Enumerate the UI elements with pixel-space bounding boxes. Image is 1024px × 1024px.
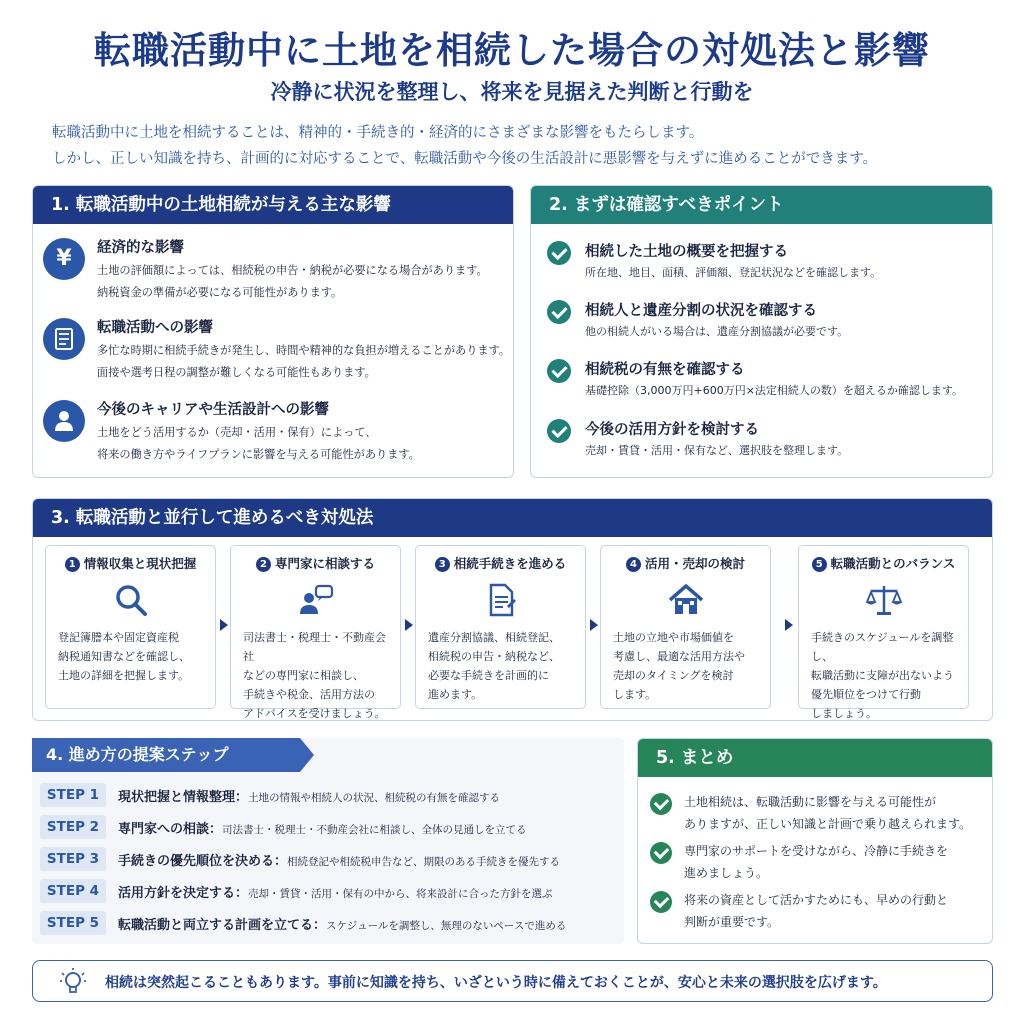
checkpoint-heading: 今後の活用方針を検討する <box>585 422 759 438</box>
step-text <box>118 914 566 933</box>
step-desc: スケジュールを調整し、無理のないペースで進める <box>326 920 567 932</box>
impact-text <box>97 260 514 304</box>
summary-line: 将来の資産として活かすためにも、早めの行動と <box>684 893 949 907</box>
card-line: 手続きのスケジュールを調整し、 <box>811 631 954 663</box>
action-card-title-text: 専門家に相談する <box>274 556 375 571</box>
steps-panel-title: 4. 進め方の提案ステップ <box>32 738 300 772</box>
checkpoints-panel-title: 2. まずは確認すべきポイント <box>531 186 992 224</box>
page-subtitle: 冷静に状況を整理し、将来を見据えた判断と行動を <box>270 80 754 104</box>
document-icon <box>43 318 85 360</box>
summary-line: 判断が重要です。 <box>684 915 780 929</box>
step-text <box>118 882 553 901</box>
step-text <box>118 786 500 805</box>
footer-note <box>32 960 993 1002</box>
actions-panel-title: 3. 転職活動と並行して進めるべき対処法 <box>33 499 992 537</box>
step-desc: 司法書士・税理士・不動産会社に相談し、全体の見通しを立てる <box>222 824 527 836</box>
checkpoint-text: 売却・賃貸・活用・保有など、選択肢を整理します。 <box>585 444 849 457</box>
checkpoint-heading: 相続税の有無を確認する <box>585 362 745 378</box>
step-row <box>40 815 620 839</box>
page-title: 転職活動中に土地を相続した場合の対処法と影響 <box>94 29 930 72</box>
impact-line: 将来の働き方やライフプランに影響を与える可能性があります。 <box>97 448 420 461</box>
lightbulb-icon <box>59 967 87 997</box>
action-card-text <box>58 628 210 685</box>
impact-line: 多忙な時期に相続手続きが発生し、時間や精神的な負担が増えることがあります。 <box>97 344 511 357</box>
step-text <box>118 818 527 837</box>
step-heading: 現状把握と情報整理： <box>118 790 249 805</box>
impact-text <box>97 422 514 466</box>
card-line: 優先順位をつけて行動 <box>811 688 921 701</box>
checkpoint-heading: 相続した土地の概要を把握する <box>585 244 788 260</box>
action-card-procedures <box>415 545 586 709</box>
step-row <box>40 847 620 871</box>
check-icon <box>547 300 571 324</box>
check-icon <box>547 419 571 443</box>
house-icon <box>666 580 706 620</box>
checkpoint-text: 他の相続人がいる場合は、遺産分割協議が必要です。 <box>585 325 849 338</box>
step-heading: 活用方針を決定する： <box>118 886 249 901</box>
footer-text: 相続は突然起こることもあります。事前に知識を持ち、いざという時に備えておくことが、安心と未来の選択肢を広げます。 <box>105 975 887 991</box>
step-badge: STEP 3 <box>40 847 106 871</box>
summary-line: 進めましょう。 <box>684 866 769 880</box>
summary-text <box>684 791 989 835</box>
arrow-right-icon <box>405 619 413 631</box>
actions-panel <box>32 498 993 721</box>
check-icon <box>547 359 571 383</box>
card-line: 土地の立地や市場価値を <box>613 631 734 644</box>
impact-heading: 経済的な影響 <box>97 240 184 256</box>
card-line: 進めます。 <box>428 688 483 701</box>
arrow-right-icon <box>590 619 598 631</box>
check-icon <box>650 891 672 913</box>
card-line: 遺産分割協議、相続登記、 <box>428 631 560 644</box>
action-card-use-sale <box>600 545 771 709</box>
action-card-title-text: 活用・売却の検討 <box>644 556 745 571</box>
impact-line: 土地の評価額によっては、相続税の申告・納税が必要になる場合があります。 <box>97 264 488 277</box>
card-line: 必要な手続きを計画的に <box>428 669 549 682</box>
checkpoint-text: 基礎控除（3,000万円+600万円×法定相続人の数）を超えるか確認します。 <box>585 384 964 397</box>
action-card-title <box>799 554 968 572</box>
summary-text <box>684 889 989 933</box>
step-number: 5 <box>812 557 827 572</box>
card-line: などの専門家に相談し、 <box>243 669 364 682</box>
impact-panel-title: 1. 転職活動中の土地相続が与える主な影響 <box>33 186 513 224</box>
search-icon <box>111 580 151 620</box>
person-icon <box>43 400 85 442</box>
card-line: 司法書士・税理士・不動産会社 <box>243 631 386 663</box>
impact-line: 納税資金の準備が必要になる可能性があります。 <box>97 286 343 299</box>
card-line: 土地の詳細を把握します。 <box>58 669 190 682</box>
summary-panel-title: 5. まとめ <box>638 739 992 777</box>
step-desc: 相続登記や相続税申告など、期限のある手続きを優先する <box>287 856 561 868</box>
checkpoint-heading: 相続人と遺産分割の状況を確認する <box>585 303 817 319</box>
step-badge: STEP 4 <box>40 879 106 903</box>
action-card-title <box>416 554 585 572</box>
scale-icon <box>864 580 904 620</box>
card-line: します。 <box>613 688 657 701</box>
intro-text <box>52 120 992 172</box>
impact-line: 土地をどう活用するか（売却・活用・保有）によって、 <box>97 426 377 439</box>
step-number: 4 <box>626 557 641 572</box>
impact-heading: 今後のキャリアや生活設計への影響 <box>97 402 329 418</box>
impact-panel <box>32 185 514 478</box>
step-number: 3 <box>435 557 450 572</box>
impact-heading: 転職活動への影響 <box>97 320 213 336</box>
card-line: 手続きや税金、活用方法の <box>243 688 375 701</box>
card-line: しましょう。 <box>811 707 877 720</box>
yen-icon: ¥ <box>43 238 85 280</box>
step-number: 1 <box>65 557 80 572</box>
arrow-right-icon <box>785 619 793 631</box>
action-card-title-text: 情報収集と現状把握 <box>83 556 197 571</box>
step-row <box>40 879 620 903</box>
card-line: 登記簿謄本や固定資産税 <box>58 631 179 644</box>
action-card-title <box>601 554 770 572</box>
check-icon <box>650 842 672 864</box>
check-icon <box>547 241 571 265</box>
action-card-title-text: 相続手続きを進める <box>453 556 567 571</box>
step-badge: STEP 5 <box>40 911 106 935</box>
intro-line: 転職活動中に土地を相続することは、精神的・手続き的・経済的にさまざまな影響をもたらします。 <box>52 125 704 141</box>
step-badge: STEP 2 <box>40 815 106 839</box>
action-card-text <box>811 628 963 721</box>
card-line: アドバイスを受けましょう。 <box>243 707 386 720</box>
action-card-research <box>45 545 216 709</box>
impact-text <box>97 340 514 384</box>
steps-title-arrow <box>300 738 314 772</box>
action-card-title-text: 転職活動とのバランス <box>830 556 956 571</box>
consult-icon <box>296 580 336 620</box>
summary-panel <box>637 738 993 944</box>
step-row <box>40 911 620 935</box>
card-line: 納税通知書などを確認し、 <box>58 650 190 663</box>
summary-line: 土地相続は、転職活動に影響を与える可能性が <box>684 795 937 809</box>
summary-line: 専門家のサポートを受けながら、冷静に手続きを <box>684 844 949 858</box>
step-heading: 転職活動と両立する計画を立てる： <box>118 918 327 933</box>
step-desc: 売却・賃貸・活用・保有の中から、将来設計に合った方針を選ぶ <box>248 888 553 900</box>
checkpoint-text: 所在地、地目、面積、評価額、登記状況などを確認します。 <box>585 266 882 279</box>
summary-line: ありますが、正しい知識と計画で乗り越えられます。 <box>684 817 972 831</box>
action-card-consult <box>230 545 401 720</box>
arrow-right-icon <box>220 619 228 631</box>
action-card-text <box>613 628 765 704</box>
step-text <box>118 850 560 869</box>
checkpoints-panel <box>530 185 993 478</box>
action-card-title <box>231 554 400 572</box>
step-number: 2 <box>256 557 271 572</box>
card-line: 考慮し、最適な活用方法や <box>613 650 745 663</box>
step-desc: 土地の情報や相続人の状況、相続税の有無を確認する <box>248 792 501 804</box>
card-line: 転職活動に支障が出ないよう <box>811 669 954 682</box>
steps-panel <box>32 738 624 944</box>
impact-line: 面接や選考日程の調整が難しくなる可能性もあります。 <box>97 366 376 379</box>
action-card-title <box>46 554 215 572</box>
step-heading: 手続きの優先順位を決める： <box>118 854 288 869</box>
step-heading: 専門家への相談： <box>118 822 223 837</box>
action-card-balance <box>798 545 969 720</box>
step-row <box>40 783 620 807</box>
document-icon <box>481 580 521 620</box>
step-badge: STEP 1 <box>40 783 106 807</box>
card-line: 売却のタイミングを検討 <box>613 669 734 682</box>
action-card-text <box>243 628 395 721</box>
check-icon <box>650 793 672 815</box>
action-card-text <box>428 628 580 704</box>
intro-line: しかし、正しい知識を持ち、計画的に対応することで、転職活動や今後の生活設計に悪影響を与えずに進めることができます。 <box>52 151 878 167</box>
summary-text <box>684 840 989 884</box>
card-line: 相続税の申告・納税など、 <box>428 650 560 663</box>
